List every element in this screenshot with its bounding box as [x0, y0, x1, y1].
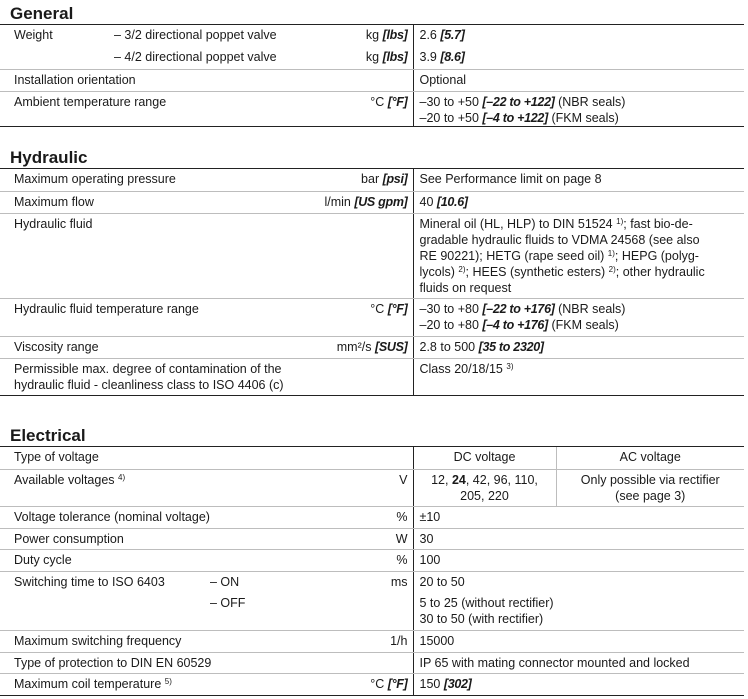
orientation-value: Optional — [413, 69, 744, 91]
available-voltages-unit: V — [310, 469, 413, 506]
table-row-hydraulic-fluid — [0, 213, 744, 298]
table-row-contamination — [0, 358, 744, 395]
available-voltages-label: Available voltages $^{4)}$ — [0, 469, 310, 506]
fluid-label: Hydraulic fluid — [0, 213, 310, 298]
voltage-type-label: Type of voltage — [0, 447, 310, 469]
tolerance-label: Voltage tolerance (nominal voltage) — [0, 506, 310, 528]
power-unit: W — [310, 528, 413, 549]
table-row-voltage-type — [0, 447, 744, 469]
table-row-orientation — [0, 69, 744, 91]
viscosity-value: 2.8 to 500 [35 to 2320] — [413, 336, 744, 358]
max-pressure-value: See Performance limit on page 8 — [413, 169, 744, 191]
electrical-spec-table — [0, 447, 744, 696]
tolerance-value: ±10 — [413, 506, 744, 528]
contamination-label: Permissible max. degree of contamination of the hydraulic fluid - cleanliness class to ISO 4406 (c) — [0, 358, 310, 395]
dc-voltage-values: 12, 24, 42, 96, 110, 205, 220 — [413, 469, 556, 506]
tolerance-unit: % — [310, 506, 413, 528]
table-row-weight-32 — [0, 25, 744, 47]
weight-42-label: – 4/2 directional poppet valve — [110, 47, 310, 69]
general-spec-table — [0, 25, 744, 127]
weight-32-value: 2.6 [5.7] — [419, 28, 465, 42]
table-row-voltage-tolerance — [0, 506, 744, 528]
fluid-temp-label: Hydraulic fluid temperature range — [0, 298, 310, 336]
weight-32-label: – 3/2 directional poppet valve — [114, 28, 277, 42]
max-pressure-unit: bar [psi] — [310, 169, 413, 191]
table-row-switching-on — [0, 571, 744, 593]
viscosity-label: Viscosity range — [0, 336, 310, 358]
frequency-unit: 1/h — [310, 630, 413, 652]
duty-unit: % — [310, 549, 413, 571]
weight-42-value: 3.9 [8.6] — [413, 47, 744, 69]
fluid-temp-unit: °C [°F] — [310, 298, 413, 336]
ac-voltage-values: Only possible via rectifier (see page 3) — [556, 469, 744, 506]
coil-temp-unit: °C [°F] — [310, 673, 413, 695]
table-row-max-pressure — [0, 169, 744, 191]
table-row-max-flow — [0, 191, 744, 213]
switching-off-value: 5 to 25 (without rectifier) 30 to 50 (with rectifier) — [413, 593, 744, 630]
protection-label: Type of protection to DIN EN 60529 — [0, 652, 310, 673]
max-flow-label: Maximum flow — [0, 191, 310, 213]
section-title-electrical: Electrical — [0, 426, 744, 447]
table-row-coil-temperature — [0, 673, 744, 695]
switching-on-unit: ms — [310, 571, 413, 593]
table-row-switching-frequency — [0, 630, 744, 652]
orientation-label: Installation orientation — [0, 69, 310, 91]
table-row-power — [0, 528, 744, 549]
table-row-duty-cycle — [0, 549, 744, 571]
fluid-value: Mineral oil (HL, HLP) to DIN 51524 $^{1)}$; fast bio-de- gradable hydraulic fluids to VDMA 24568 (see also RE 90221); HETG (rape seed oil) $^{1)}$; HEPG (polyg- lycols) $^{2)}$; HEES (synthetic esters) $^{2)}$; other hydraulic fluids on request — [413, 213, 744, 298]
section-title-general: General — [0, 4, 744, 25]
max-flow-unit: l/min [US gpm] — [310, 191, 413, 213]
ambient-label: Ambient temperature range — [0, 91, 310, 126]
frequency-label: Maximum switching frequency — [0, 630, 310, 652]
protection-value: IP 65 with mating connector mounted and locked — [413, 652, 744, 673]
weight-42-unit: kg [lbs] — [310, 47, 413, 69]
ambient-value: –30 to +50 [–22 to +122] (NBR seals) –20 to +50 [–4 to +122] (FKM seals) — [413, 91, 744, 126]
ac-voltage-header: AC voltage — [556, 447, 744, 469]
table-row-available-voltages — [0, 469, 744, 506]
coil-temp-label: Maximum coil temperature $^{5)}$ — [0, 673, 310, 695]
weight-32-unit: kg [lbs] — [310, 25, 413, 47]
switching-on-value: 20 to 50 — [419, 574, 465, 589]
table-row-ambient-temp — [0, 91, 744, 126]
hydraulic-spec-table — [0, 169, 744, 396]
switching-time-label: Switching time to ISO 6403 — [14, 574, 165, 589]
duty-value: 100 — [413, 549, 744, 571]
max-flow-value: 40 [10.6] — [413, 191, 744, 213]
table-row-switching-off — [0, 593, 744, 630]
dc-voltage-header: DC voltage — [413, 447, 556, 469]
max-pressure-label: Maximum operating pressure — [0, 169, 310, 191]
table-row-protection — [0, 652, 744, 673]
frequency-value: 15000 — [413, 630, 744, 652]
duty-label: Duty cycle — [0, 549, 310, 571]
table-row-weight-42 — [0, 47, 744, 69]
ambient-unit: °C [°F] — [310, 91, 413, 126]
viscosity-unit: mm²/s [SUS] — [310, 336, 413, 358]
power-label: Power consumption — [0, 528, 310, 549]
switching-off-label: – OFF — [206, 593, 310, 630]
weight-label: Weight — [14, 28, 53, 42]
power-value: 30 — [413, 528, 744, 549]
coil-temp-value: 150 [302] — [413, 673, 744, 695]
fluid-temp-value: –30 to +80 [–22 to +176] (NBR seals) –20 to +80 [–4 to +176] (FKM seals) — [413, 298, 744, 336]
section-title-hydraulic: Hydraulic — [0, 148, 744, 169]
contamination-value: Class 20/18/15 $^{3)}$ — [413, 358, 744, 395]
switching-on-label: – ON — [210, 574, 240, 589]
table-row-fluid-temp — [0, 298, 744, 336]
table-row-viscosity — [0, 336, 744, 358]
